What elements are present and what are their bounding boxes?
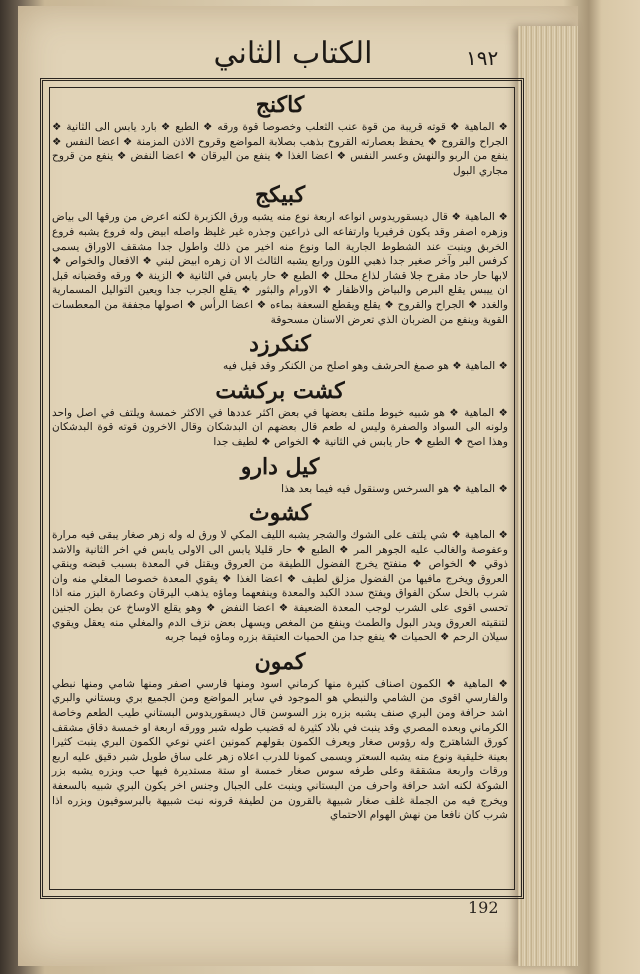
entry bbox=[48, 378, 512, 450]
page-number-bottom: 192 bbox=[468, 898, 499, 917]
entry-body: ❖ الماهية ❖ هو صمغ الحرشف وهو اصلح من الكنكر وقد قيل فيه bbox=[223, 360, 508, 373]
page-text bbox=[48, 88, 512, 888]
entry-title: كنكرزد bbox=[249, 331, 311, 358]
entry-body: ❖ الماهية ❖ هو شبيه خيوط ملتف بعضها في بعض اكثر عددها في الاكثر خمسة ويلتف في اصل واحد ولونه الى السواد والصفرة وليس له طعم قال بعضهم ان البدشكان وقال الاخرون قوته قوة البدشكان وهذا اصح ❖ الطبع ❖ حار يابس في الثانية ❖ الخواص ❖ لطيف جدا bbox=[52, 406, 508, 448]
entry-title: كمون bbox=[254, 648, 306, 675]
entry-title: كيل دارو bbox=[240, 453, 320, 480]
entry bbox=[48, 331, 512, 374]
entry-title: كشوث bbox=[248, 500, 312, 527]
entry-title: كبيكج bbox=[254, 182, 306, 209]
entry-title: كشت بركشت bbox=[215, 377, 345, 404]
running-title: الكتاب الثاني bbox=[213, 36, 373, 71]
entry-body: ❖ الماهية ❖ الكمون اصناف كثيرة منها كرماني اسود ومنها فارسي اصفر ومنها شامي ومنها نبطي والفارسي اقوى من الشامي والنبطي هو الموجود في ساير المواضع ومن الجميع بري وبستاني والبري اشد حرافة ومن البري صنف يشبه بزره بزر السوسن قال ديسقوريدوس البستاني طيب الطعم وخاصة الكرماني وبعده المصري وقد ينبت في بلاد كثيرة له قضيب طوله شبر وورقه اربعة او خمسة دقاق مشقف كورق الشاهترج وله رؤوس صغار ويعرف الكمون بقولهم كمونين اعني نوعي الكمون البري ينبت كثيرا بعينة خليقية ونوع منه يشبه السعتر ويسمى كمونا للدرب اعلاه زهر على ساق طويل شبر دقيق عليه اربع ورقات واربعة مشققة وعلى طرفه سوس صغار خمسة او ستة مستديرة فيها حب وبزره يشبه بزر الشوكة لكنه اشد حرافة واحرف من البستاني وينبت على الجبال وجنس اخر يكون البري شبيه بالسعفة ويخرج فيه من الجملة غلف صغار شبيهة بالقرون من لطيفة قرونه نبت شبيهة بالبرسوفيون وبزره اذا شرب كان نافعا من نهش الهوام الاحتماي bbox=[52, 677, 508, 822]
entry-body: ❖ الماهية ❖ قال ديسقوريدوس انواعه اربعة نوع منه يشبه ورق الكزبرة لكنه اعرض من ورقها الى بياض وزهره اصفر وقد يكون فرفيريا وارتفاعه الى ذراعين وجذره غير غليظ واصله ابيض وله فروع يشبه فروع الخربق وينبت عند الشطوط الجارية الما ونوع منه اخير من ذلك واطول جدا مشقف الاوراق يسمى كرفس البر وآخر صغير جدا ذهبي اللون ورابع يشبه الثالث الا ان زهره ابيض لبني ❖ الافعال والخواص ❖ لابها حار حاد مقرح جلا قشار لذاع محلل ❖ الطبع ❖ حار يابس في الثانية ❖ الزينة ❖ ورقه وقضبانه قبل ان ييبس يقلع البرص والبياض والاظفار ❖ الاورام والبثور ❖ يقلع الجرب جدا ويعين التواليل المسمارية والغدد ❖ الجراح والقروح ❖ يقلع ويقطع السعفة بماءه ❖ اعضا الرأس ❖ اصولها مجففة من المعطسات القوية وينفع من الضربان الذي تعرض الاسنان مسحوقة bbox=[52, 211, 508, 326]
entry-body: ❖ الماهية ❖ هو السرخس وسنقول فيه فيما بعد هذا bbox=[281, 482, 508, 495]
entry-title: كاكنج bbox=[255, 92, 305, 118]
entry bbox=[48, 649, 512, 823]
entry bbox=[48, 92, 512, 178]
book-page bbox=[18, 6, 578, 966]
entry-body: ❖ الماهية ❖ شي يلتف على الشوك والشجر يشبه الليف المكي لا ورق له وله زهر صغار يبقى فيه مرارة وعفوصة والغالب عليه الجوهر المر ❖ الطبع ❖ حار قليلا يابس الى الاولى يابس في اخر الثانية والاشد ذوقي ❖ الخواص ❖ منفتح يخرج الفضول اللطيفة من العروق ويقتل في المعدة بسبب قبضه وينقي العروق ويخرج مافيها من الفضول مزلق لطيف ❖ اعضا الغذا ❖ يقوي المعدة خصوصا المغلي منه وان شرب بالخل سكن الفواق ويفتح سدد الكبد والمعدة وينفعهما وماؤه يذهب اليرقان وعصارة البزر منه اذا تحسى اقوى على الشرب لوجب المعدة الضعيفة ❖ اعضا النفض ❖ وهو يقلع الاوساخ عن بطن الجنين لتنقيته العروق ويدر البول والطمث وينفع من المغص ويسهل بعض نزف الدم والمغلي منه يعقل ويقوي سيلان الرحم ❖ الحميات ❖ ينفع جدا من الحميات العتيقة بزره وماؤه فيما جربه bbox=[52, 529, 508, 644]
entry bbox=[48, 454, 512, 497]
entry bbox=[48, 182, 512, 327]
entry-body: ❖ الماهية ❖ قوته قريبة من قوة عنب الثعلب وخصوصا قوة ورقه ❖ الطبع ❖ بارد يابس الى الثانية ❖ الجراح والقروح ❖ يحفظ بعصارته القروح بذهب بصلابة المواضع وقروح الاذن المزمنة ❖ اعضا النفس ❖ ينفع من الربو والنهش وعسر النفس ❖ اعضا الغذا ❖ ينفع من اليرقان ❖ اعضا النفض ❖ ينفع من قروح مجاري البول bbox=[52, 121, 508, 177]
page-number-top: ١٩٢ bbox=[466, 46, 499, 70]
page-edges bbox=[518, 26, 578, 966]
entry bbox=[48, 500, 512, 645]
